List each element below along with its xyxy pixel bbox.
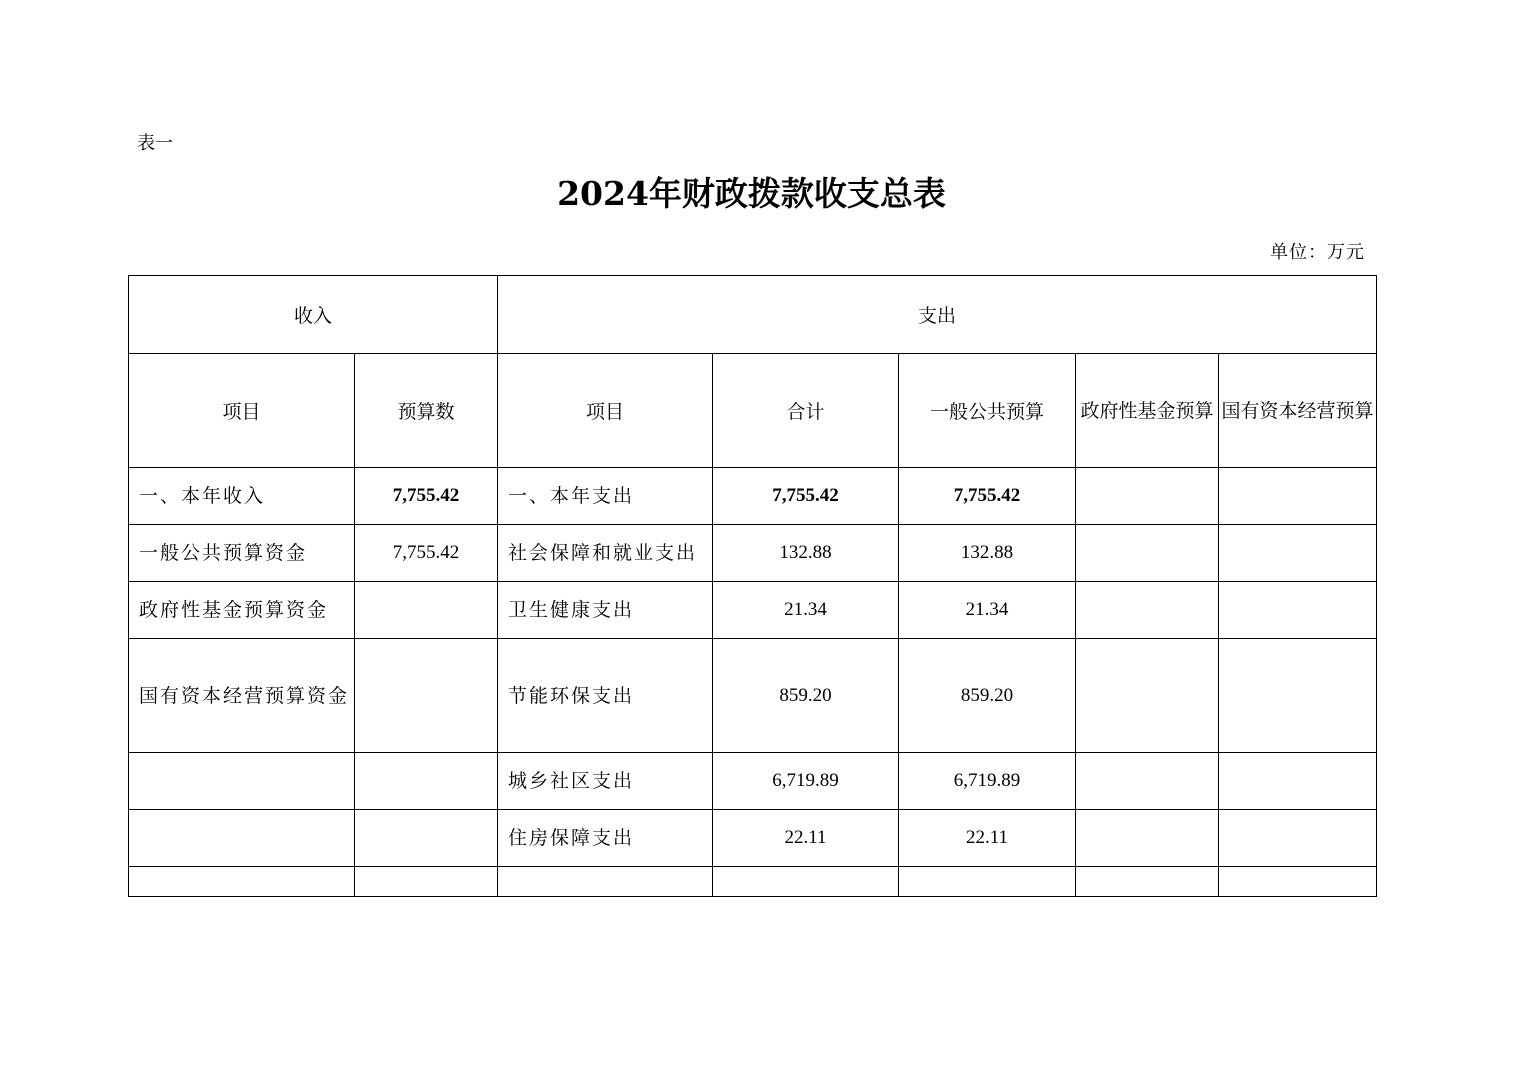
- expense-item-cell: [498, 867, 713, 897]
- total-cell: 6,719.89: [713, 753, 899, 810]
- income-item-cell: [129, 867, 355, 897]
- income-budget-cell: [355, 753, 498, 810]
- unit-label: 单位：万元: [1270, 242, 1365, 263]
- expense-item-cell: 卫生健康支出: [498, 582, 713, 639]
- group-header-row: [129, 276, 1377, 354]
- table-row: [129, 753, 1377, 810]
- table-row: [129, 867, 1377, 897]
- total-cell: 21.34: [713, 582, 899, 639]
- expense-item-cell: 节能环保支出: [498, 639, 713, 753]
- income-item-header: 项目: [129, 354, 355, 468]
- table-row: [129, 468, 1377, 525]
- state-capital-cell: [1219, 525, 1377, 582]
- page-title: 2024年财政拨款收支总表: [557, 174, 946, 213]
- gov-fund-cell: [1076, 582, 1219, 639]
- total-header: 合计: [713, 354, 899, 468]
- income-budget-cell: [355, 639, 498, 753]
- gov-fund-cell: [1076, 468, 1219, 525]
- total-cell: [713, 867, 899, 897]
- state-capital-cell: [1219, 468, 1377, 525]
- gov-fund-budget-header: 政府性基金预算: [1076, 354, 1219, 468]
- general-budget-cell: 859.20: [899, 639, 1076, 753]
- state-capital-cell: [1219, 639, 1377, 753]
- state-capital-cell: [1219, 582, 1377, 639]
- income-item-cell: 政府性基金预算资金: [129, 582, 355, 639]
- expense-item-cell: 社会保障和就业支出: [498, 525, 713, 582]
- income-budget-cell: [355, 810, 498, 867]
- income-budget-cell: 7,755.42: [355, 468, 498, 525]
- general-budget-cell: 6,719.89: [899, 753, 1076, 810]
- income-budget-cell: 7,755.42: [355, 525, 498, 582]
- income-budget-cell: [355, 582, 498, 639]
- income-item-cell: [129, 753, 355, 810]
- table-row: [129, 525, 1377, 582]
- general-budget-header: 一般公共预算: [899, 354, 1076, 468]
- expense-item-cell: 城乡社区支出: [498, 753, 713, 810]
- gov-fund-cell: [1076, 525, 1219, 582]
- budget-table: [128, 275, 1377, 897]
- income-budget-cell: [355, 867, 498, 897]
- general-budget-cell: 7,755.42: [899, 468, 1076, 525]
- expense-item-cell: 住房保障支出: [498, 810, 713, 867]
- income-item-cell: 国有资本经营预算资金: [129, 639, 355, 753]
- total-cell: 22.11: [713, 810, 899, 867]
- gov-fund-cell: [1076, 753, 1219, 810]
- expense-item-header: 项目: [498, 354, 713, 468]
- table-number-label: 表一: [137, 133, 173, 154]
- expense-item-cell: 一、本年支出: [498, 468, 713, 525]
- general-budget-cell: 21.34: [899, 582, 1076, 639]
- table-row: [129, 810, 1377, 867]
- gov-fund-cell: [1076, 639, 1219, 753]
- table-row: [129, 582, 1377, 639]
- column-header-row: [129, 354, 1377, 468]
- general-budget-cell: [899, 867, 1076, 897]
- state-capital-cell: [1219, 810, 1377, 867]
- total-cell: 859.20: [713, 639, 899, 753]
- gov-fund-cell: [1076, 867, 1219, 897]
- table-row: [129, 639, 1377, 753]
- state-capital-cell: [1219, 753, 1377, 810]
- expense-header: 支出: [498, 276, 1377, 354]
- state-capital-cell: [1219, 867, 1377, 897]
- general-budget-cell: 132.88: [899, 525, 1076, 582]
- total-cell: 7,755.42: [713, 468, 899, 525]
- general-budget-cell: 22.11: [899, 810, 1076, 867]
- total-cell: 132.88: [713, 525, 899, 582]
- income-item-cell: [129, 810, 355, 867]
- income-header: 收入: [129, 276, 498, 354]
- income-item-cell: 一、本年收入: [129, 468, 355, 525]
- income-item-cell: 一般公共预算资金: [129, 525, 355, 582]
- state-capital-budget-header: 国有资本经营预算: [1219, 354, 1377, 468]
- income-budget-header: 预算数: [355, 354, 498, 468]
- gov-fund-cell: [1076, 810, 1219, 867]
